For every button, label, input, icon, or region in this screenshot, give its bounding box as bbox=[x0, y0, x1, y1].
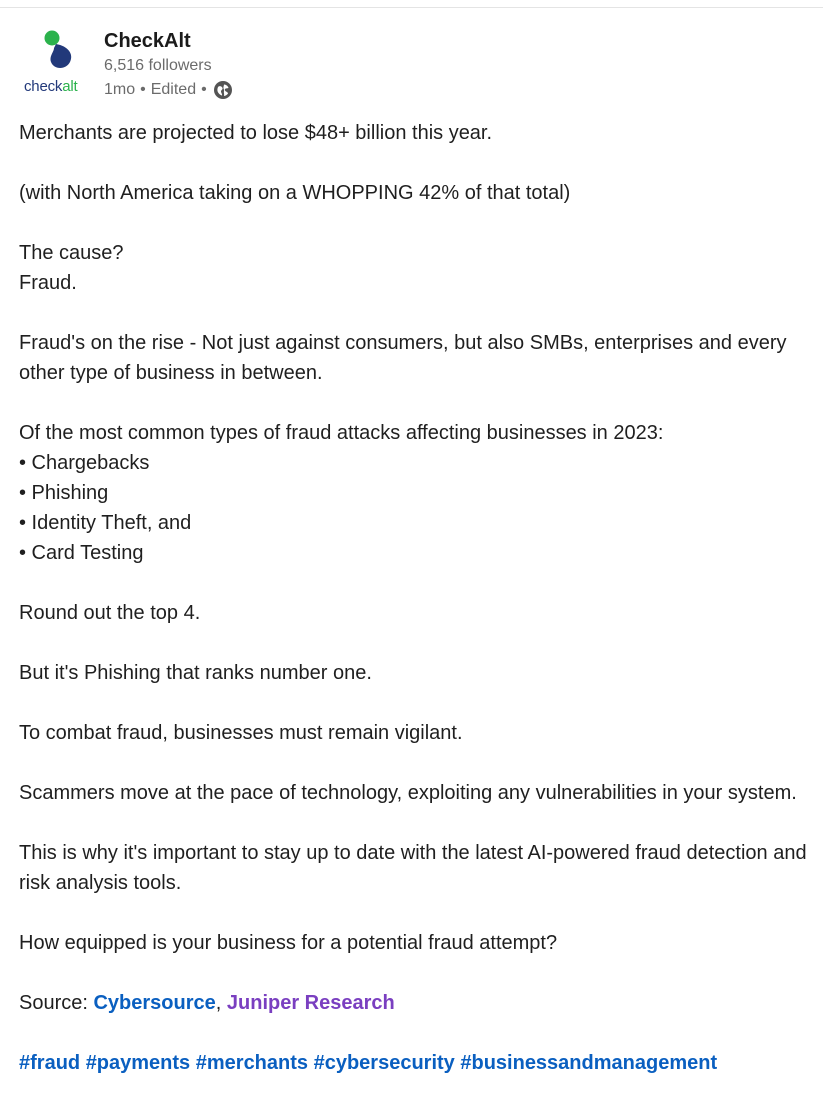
globe-icon bbox=[213, 80, 233, 100]
post-paragraph: How equipped is your business for a potential fraud attempt? bbox=[19, 932, 558, 954]
post-paragraph: Fraud. bbox=[19, 272, 77, 294]
edited-label: Edited bbox=[150, 81, 197, 98]
checkalt-logo-icon bbox=[18, 28, 90, 80]
top-divider bbox=[0, 7, 823, 8]
follower-count: 6,516 followers bbox=[104, 57, 212, 74]
post-paragraph: The cause? bbox=[19, 242, 124, 264]
bullet-item: • Card Testing bbox=[19, 542, 144, 564]
source-link-cybersource[interactable]: Cybersource bbox=[93, 992, 216, 1014]
time-ago: 1mo bbox=[104, 81, 136, 98]
post-timestamp bbox=[104, 78, 233, 102]
bullet-item: • Chargebacks bbox=[19, 452, 150, 474]
meta-separator-2: • bbox=[201, 81, 207, 98]
company-name-link[interactable]: CheckAlt bbox=[104, 30, 191, 52]
post-paragraph: (with North America taking on a WHOPPING 42% of that total) bbox=[19, 182, 571, 204]
logo-word-alt: alt bbox=[62, 78, 78, 95]
hashtag-line bbox=[19, 1048, 809, 1078]
bullet-item: • Phishing bbox=[19, 482, 109, 504]
post-paragraph: But it's Phishing that ranks number one. bbox=[19, 662, 372, 684]
source-comma: , bbox=[215, 992, 227, 1014]
author-meta bbox=[104, 28, 233, 102]
source-label: Source: bbox=[19, 992, 94, 1014]
hashtag-link[interactable]: #fraud bbox=[19, 1052, 81, 1074]
hashtag-link[interactable]: #merchants bbox=[195, 1052, 309, 1074]
meta-separator: • bbox=[140, 81, 146, 98]
post-paragraph: Fraud's on the rise - Not just against consumers, but also SMBs, enterprises and every other type of business in between. bbox=[19, 332, 787, 384]
logo-word-check: check bbox=[24, 78, 63, 95]
hashtag-link[interactable]: #payments bbox=[85, 1052, 191, 1074]
logo-wordmark bbox=[24, 78, 77, 95]
source-link-juniper-research[interactable]: Juniper Research bbox=[226, 992, 395, 1014]
bullet-item: • Identity Theft, and bbox=[19, 512, 192, 534]
source-line bbox=[19, 988, 809, 1018]
post-paragraph: Round out the top 4. bbox=[19, 602, 201, 624]
post-paragraph: To combat fraud, businesses must remain vigilant. bbox=[19, 722, 463, 744]
hashtag-link[interactable]: #cybersecurity bbox=[313, 1052, 455, 1074]
post-paragraph: Scammers move at the pace of technology, exploiting any vulnerabilities in your system. bbox=[19, 782, 797, 804]
hashtag-link[interactable]: #businessandmanagement bbox=[460, 1052, 718, 1074]
post-body bbox=[19, 118, 809, 1078]
post-paragraph: This is why it's important to stay up to date with the latest AI-powered fraud detection and risk analysis tools. bbox=[19, 842, 807, 894]
post-paragraph: Of the most common types of fraud attacks affecting businesses in 2023: bbox=[19, 422, 664, 444]
post-paragraph: Merchants are projected to lose $48+ billion this year. bbox=[19, 122, 493, 144]
company-logo[interactable] bbox=[18, 28, 90, 98]
